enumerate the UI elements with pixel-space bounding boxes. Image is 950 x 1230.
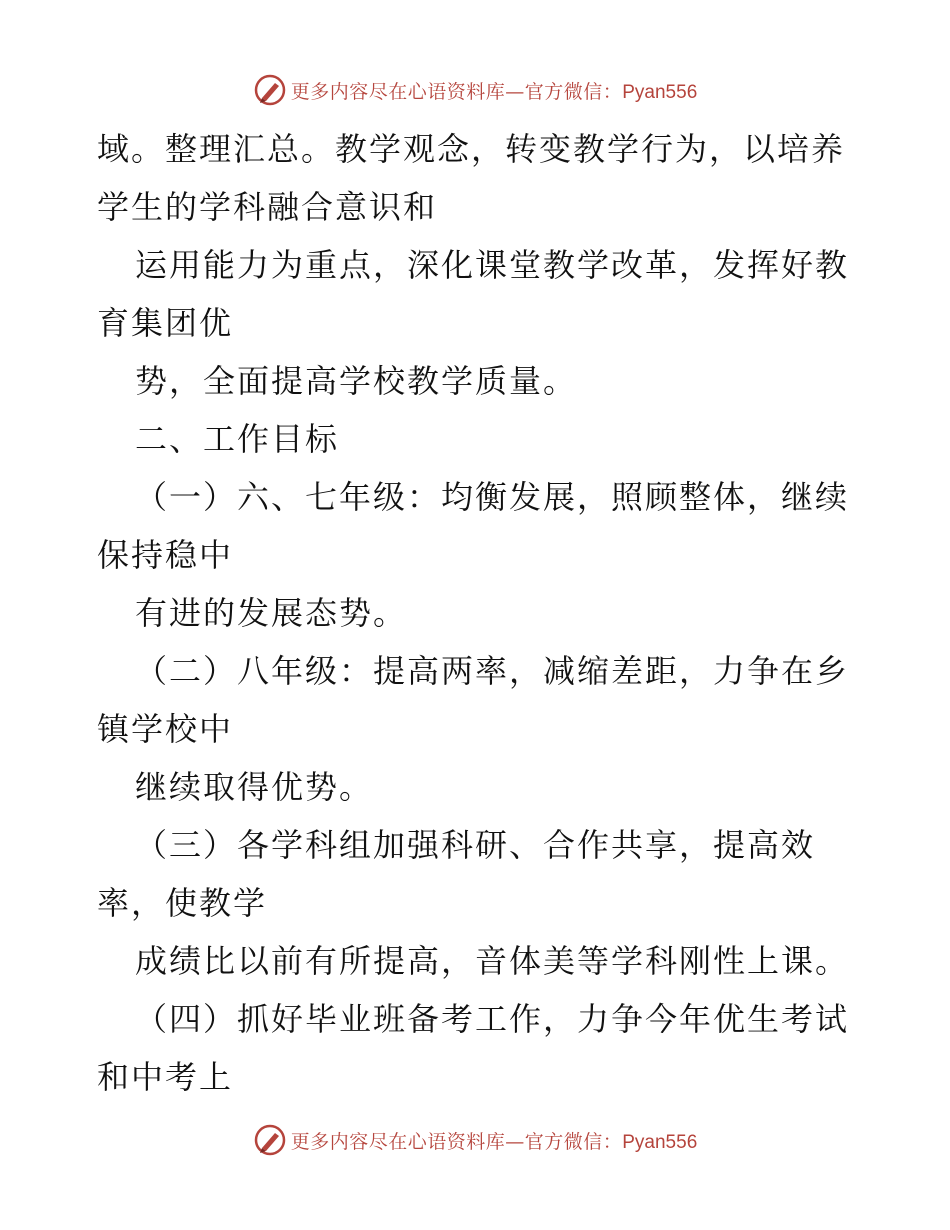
- watermark-text: [291, 77, 698, 104]
- body-line-16: （四）抓好毕业班备考工作，力争今年优生考试: [135, 1000, 850, 1038]
- section-heading: 二、工作目标: [135, 420, 340, 458]
- body-line-13: （三）各学科组加强科研、合作共享，提高效: [135, 826, 816, 864]
- body-line-15: 成绩比以前有所提高，音体美等学科刚性上课。: [135, 942, 850, 980]
- body-line-14: 率，使教学: [97, 884, 268, 922]
- footer-watermark: [0, 1120, 950, 1160]
- body-line-12: 继续取得优势。: [135, 768, 374, 806]
- header-watermark: [0, 70, 950, 110]
- body-line-7: （一）六、七年级：均衡发展，照顾整体，继续: [135, 478, 850, 516]
- pen-logo-icon: [253, 73, 287, 107]
- watermark-handle: Pyan556: [622, 81, 698, 103]
- body-line-11: 镇学校中: [97, 710, 234, 748]
- body-line-9: 有进的发展态势。: [135, 594, 408, 632]
- body-line-3: 运用能力为重点，深化课堂教学改革，发挥好教: [135, 246, 850, 284]
- body-line-5: 势，全面提高学校教学质量。: [135, 362, 578, 400]
- body-line-1: 域。整理汇总。教学观念，转变教学行为，以培养: [97, 130, 846, 168]
- document-body: [97, 120, 867, 1106]
- body-line-10: （二）八年级：提高两率，减缩差距，力争在乡: [135, 652, 850, 690]
- watermark-prefix: 更多内容尽在心语资料库—官方微信：: [290, 1130, 623, 1153]
- body-line-4: 育集团优: [97, 304, 234, 342]
- body-line-2: 学生的学科融合意识和: [97, 188, 438, 226]
- pen-logo-icon: [253, 1123, 287, 1157]
- watermark-text: [291, 1127, 698, 1154]
- body-line-8: 保持稳中: [97, 536, 234, 574]
- watermark-prefix: 更多内容尽在心语资料库—官方微信：: [290, 80, 623, 103]
- body-line-17: 和中考上: [97, 1058, 234, 1096]
- watermark-handle: Pyan556: [622, 1131, 698, 1153]
